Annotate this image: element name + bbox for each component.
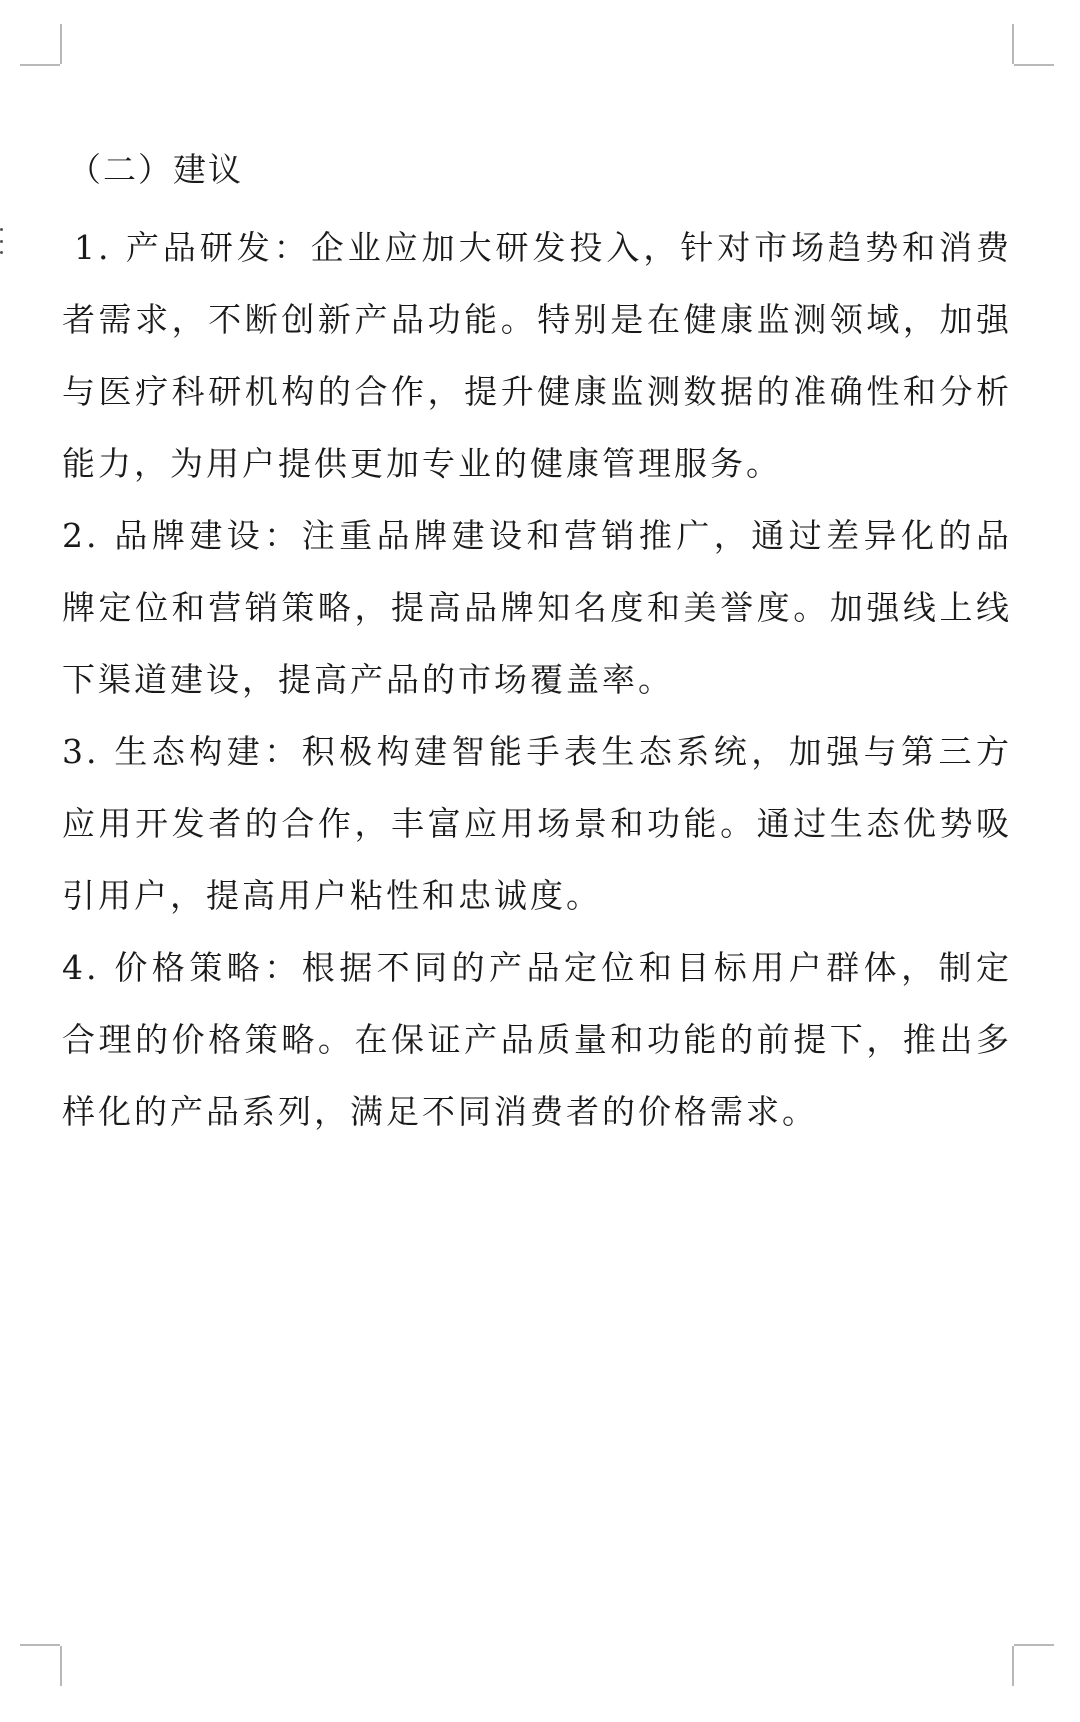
paragraph-product-rd: 1. 产品研发：企业应加大研发投入，针对市场趋势和消费者需求，不断创新产品功能。特别是在健康监测领域，加强与医疗科研机构的合作，提升健康监测数据的准确性和分析能力，为用户提供更加专业的健康管理服务。 (62, 228, 1012, 483)
section-heading: （二）建议 (68, 150, 243, 189)
paragraph-pricing-strategy: 4. 价格策略：根据不同的产品定位和目标用户群体，制定合理的价格策略。在保证产品质量和功能的前提下，推出多样化的产品系列，满足不同消费者的价格需求。 (62, 948, 1012, 1131)
paragraph-brand-building: 2. 品牌建设：注重品牌建设和营销推广，通过差异化的品牌定位和营销策略，提高品牌知名度和美誉度。加强线上线下渠道建设，提高产品的市场覆盖率。 (62, 516, 1012, 699)
crop-mark-top-right-horizontal (1014, 64, 1054, 66)
crop-mark-bottom-right-vertical (1012, 1646, 1014, 1686)
crop-mark-top-right-vertical (1012, 24, 1014, 64)
crop-mark-bottom-left-horizontal (20, 1644, 60, 1646)
crop-mark-top-left-horizontal (20, 64, 60, 66)
document-body (62, 142, 1012, 1148)
crop-mark-top-left-vertical (60, 24, 62, 64)
paragraph-ecosystem: 3. 生态构建：积极构建智能手表生态系统，加强与第三方应用开发者的合作，丰富应用场景和功能。通过生态优势吸引用户，提高用户粘性和忠诚度。 (62, 732, 1012, 915)
paragraph-marker-icon (0, 228, 6, 254)
crop-mark-bottom-left-vertical (60, 1646, 62, 1686)
crop-mark-bottom-right-horizontal (1014, 1644, 1054, 1646)
